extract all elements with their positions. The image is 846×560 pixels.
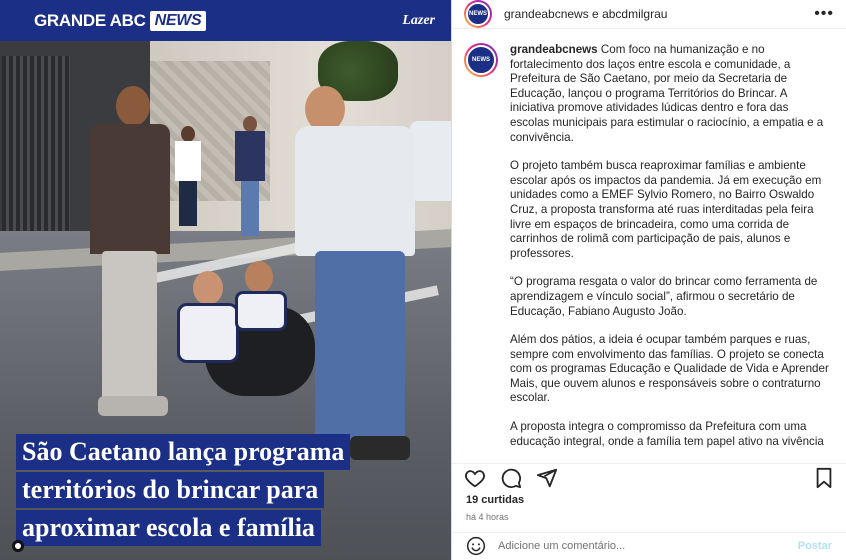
caption-area xyxy=(452,29,846,463)
comment-input[interactable] xyxy=(498,540,786,552)
caption-avatar-text: NEWS xyxy=(466,45,496,75)
image-caption xyxy=(16,434,416,548)
user-tag-icon[interactable] xyxy=(12,540,24,552)
caption-line-1: São Caetano lança programa xyxy=(16,434,350,470)
heart-icon[interactable] xyxy=(464,467,486,489)
logo-text: GRANDE ABC xyxy=(34,10,146,30)
emoji-icon[interactable] xyxy=(466,536,486,556)
post-comment-button[interactable]: Postar xyxy=(797,540,832,553)
caption-paragraph-2: O projeto também busca reaproximar famílias e ambiente escolar após os impactos da pandemia. Já em execução em unidades como a EMEF Sylvio Romero, no Bairro Oswaldo Cruz, a proposta transforma até ruas interditadas pela feira livre em espaços de brincadeira, como uma corrida de carrinhos de rolimã com participação de pais, alunos e professores. xyxy=(510,159,822,260)
caption-avatar[interactable] xyxy=(464,43,498,77)
caption-paragraph-5: A proposta integra o compromisso da Prefeitura com uma educação integral, onde a família tem papel ativo na vivência xyxy=(510,420,824,448)
avatar[interactable] xyxy=(464,0,492,28)
image-banner xyxy=(0,0,451,41)
post-timestamp[interactable]: há 4 horas xyxy=(466,511,509,522)
avatar-text: NEWS xyxy=(466,2,490,26)
post-header xyxy=(452,0,846,29)
brand-logo xyxy=(34,11,206,31)
caption-paragraph-3: “O programa resgata o valor do brincar como ferramenta de aprendizagem e vínculo social”, afirmou o secretário de Educação, Fabiano Augusto João. xyxy=(510,275,818,318)
post-panel xyxy=(451,0,846,560)
action-bar xyxy=(452,463,846,491)
section-label: Lazer xyxy=(402,12,435,28)
bookmark-icon[interactable] xyxy=(814,467,834,489)
caption-paragraph-4: Além dos pátios, a ideia é ocupar também parques e ruas, sempre com envolvimento das famílias. O projeto se conecta com os programas Educação e Qualidade de Vida e Aprender Mais, que ouvem alunos e responsáveis sobre o contraturno escolar. xyxy=(510,333,829,405)
caption-line-2: territórios do brincar para xyxy=(16,472,324,508)
caption-line-3: aproximar escola e família xyxy=(16,510,321,546)
caption-paragraph-1: Com foco na humanização e no fortalecimento dos laços entre escola e comunidade, a Prefeitura de São Caetano, por meio da Secretaria de Educação, lançou o programa Territórios do Brincar. A iniciativa promove atividades lúdicas dentro e fora das escolas municipais para estimular o raciocínio, a empatia e a convivência. xyxy=(510,43,824,144)
post-authors[interactable]: grandeabcnews e abcdmilgrau xyxy=(504,7,668,21)
comment-icon[interactable] xyxy=(500,467,522,489)
like-count[interactable]: 19 curtidas xyxy=(466,493,525,506)
logo-news-badge: NEWS xyxy=(150,11,207,31)
caption-username[interactable]: grandeabcnews xyxy=(510,43,598,56)
more-options-icon[interactable]: ••• xyxy=(814,5,834,22)
caption-text xyxy=(510,43,830,463)
share-icon[interactable] xyxy=(536,467,558,489)
comment-composer xyxy=(452,532,846,560)
